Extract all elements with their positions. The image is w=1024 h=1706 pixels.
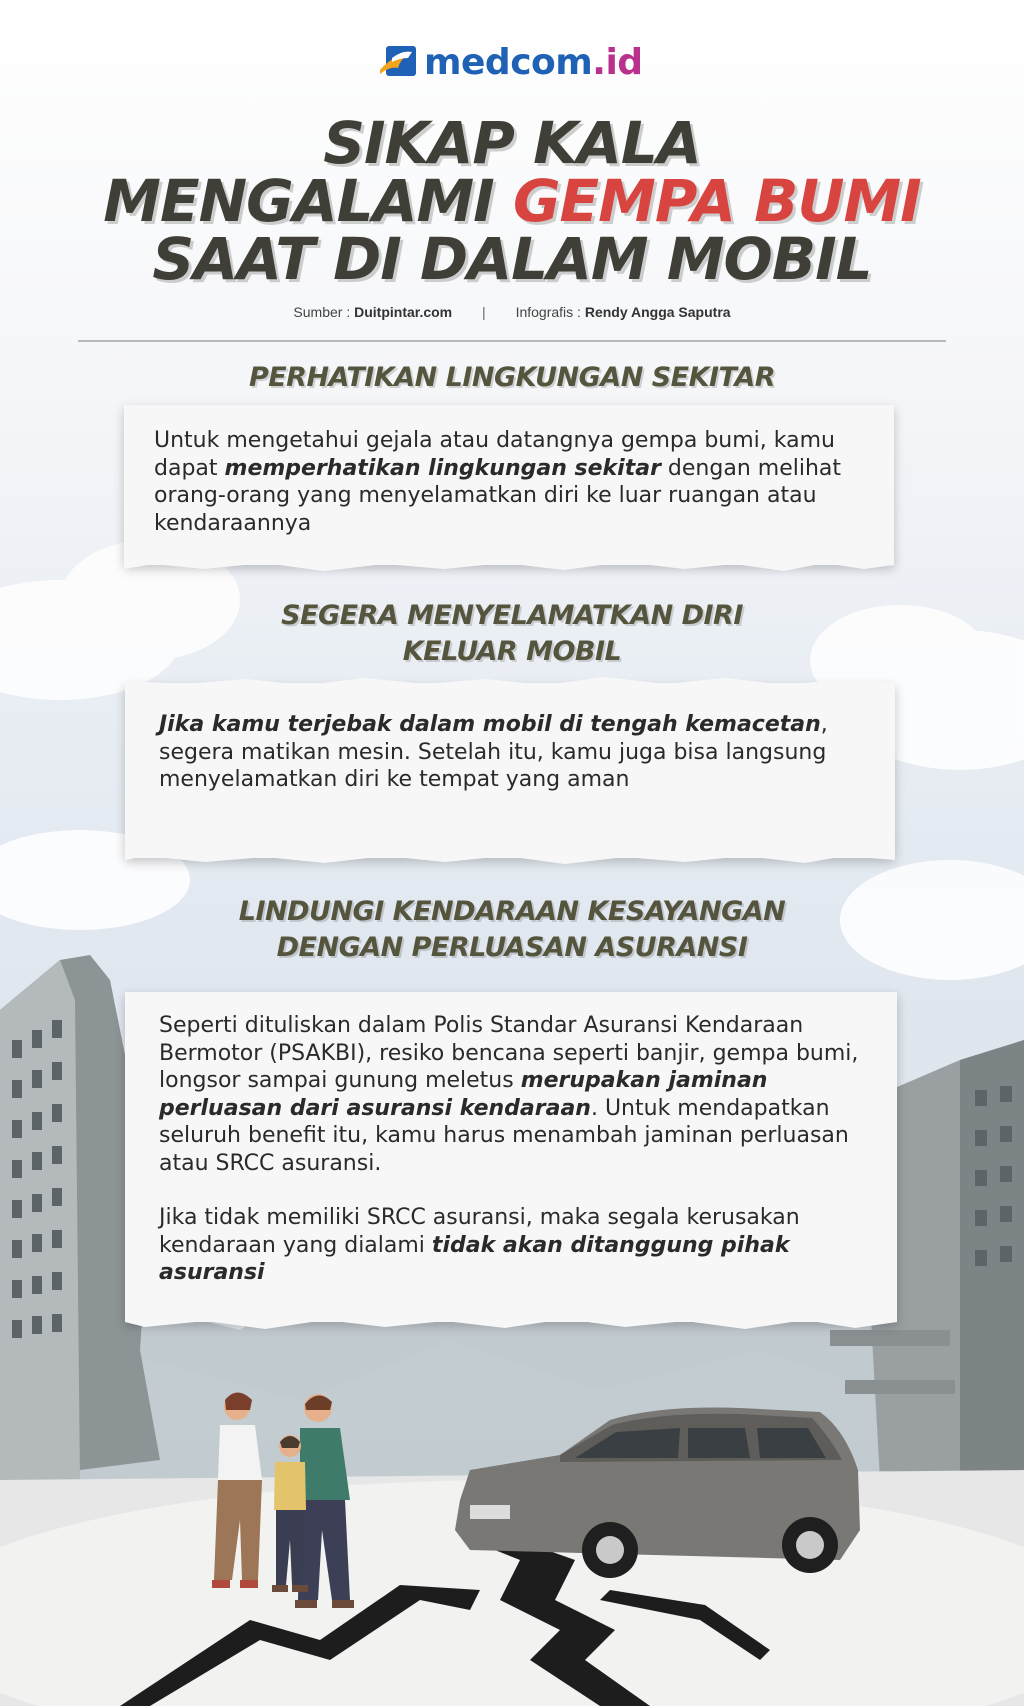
source-name: Duitpintar.com	[354, 304, 453, 320]
section-3-paragraph-1: Seperti dituliskan dalam Polis Standar Asuransi Kendaraan Bermotor (PSAKBI), resiko bencana seperti banjir, gempa bumi, longsor sampai gunung meletus merupakan jaminan perluasan dari asuransi kendaraan. Untuk mendapatkan seluruh benefit itu, kamu harus menambah jaminan perluasan atau SRCC asuransi.	[159, 1013, 859, 1176]
section-3-heading-line-2: DENGAN PERLUASAN ASURANSI	[276, 932, 748, 963]
section-2-heading-line-1: SEGERA MENYELAMATKAN DIRI	[281, 600, 743, 631]
author-name: Rendy Angga Saputra	[584, 304, 731, 320]
section-1-heading: PERHATIKAN LINGKUNGAN SEKITAR	[248, 362, 776, 393]
section-3-heading-line-1: LINDUNGI KENDARAAN KESAYANGAN	[238, 896, 786, 927]
section-1-text: Untuk mengetahui gejala atau datangnya gempa bumi, kamu dapat memperhatikan lingkungan sekitar dengan melihat orang-orang yang menyelamatkan diri ke luar ruangan atau kendaraannya	[154, 428, 841, 536]
divider	[78, 340, 946, 342]
logo-text: medcom.id	[424, 41, 643, 83]
eagle-logo-icon	[378, 44, 418, 80]
title-line-1: SIKAP KALA	[323, 109, 701, 177]
section-3-card	[125, 992, 897, 1322]
medcom-logo[interactable]	[378, 40, 643, 84]
title-line-3: SAAT DI DALAM MOBIL	[152, 225, 872, 293]
title-line-2: MENGALAMI GEMPA BUMI	[103, 167, 921, 235]
credits: Sumber : Duitpintar.com | Infografis : Rendy Angga Saputra	[293, 304, 731, 320]
section-1-card	[124, 405, 894, 565]
title-highlight: GEMPA BUMI	[512, 167, 921, 235]
section-3-paragraph-2: Jika tidak memiliki SRCC asuransi, maka segala kerusakan kendaraan yang dialami tidak akan ditanggung pihak asuransi	[159, 1205, 800, 1285]
section-2-text: Jika kamu terjebak dalam mobil di tengah kemacetan, segera matikan mesin. Setelah itu, kamu juga bisa langsung menyelamatkan diri ke tempat yang aman	[159, 712, 828, 792]
section-2-card	[125, 683, 895, 858]
section-2-heading-line-2: KELUAR MOBIL	[402, 636, 622, 667]
